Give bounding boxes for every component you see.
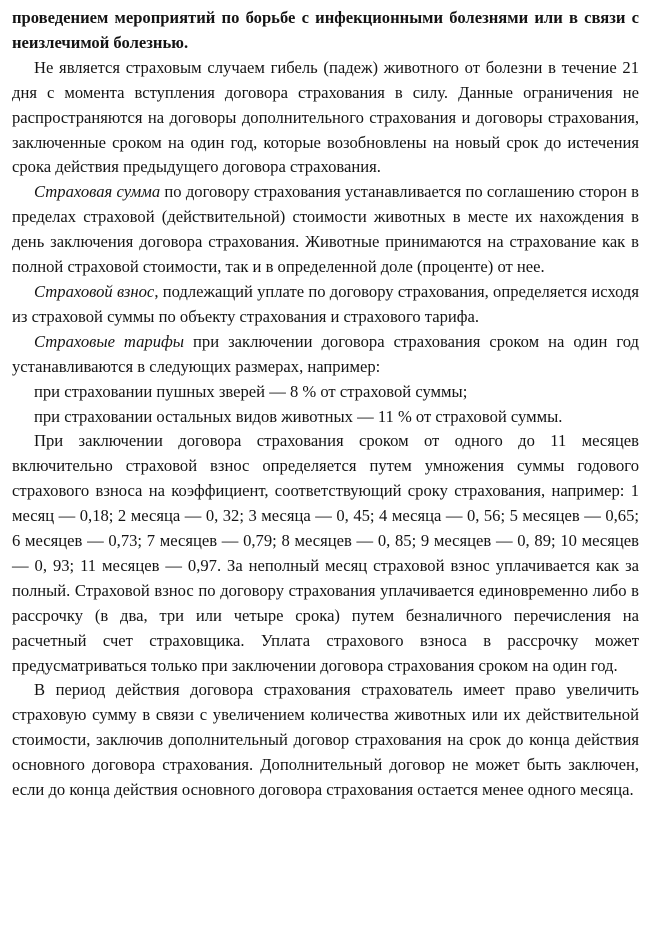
paragraph-text: В период действия договора страхования страхователь имеет право увеличить страховую сумму в связи с увеличением количества животных или их действительной стоимости, заключив дополнительный договор страхования на срок до конца действия основного договора страхования. Дополнительный договор не может быть заключен, если до конца действия основного договора страхования остается менее одного месяца. <box>12 680 639 800</box>
paragraph-text: При заключении договора страхования сроком от одного до 11 месяцев включительно страховой взнос определяется путем умножения суммы годового страхового взноса на коэффициент, соответствующий сроку страхования, например: 1 месяц — 0,18; 2 месяца — 0, 32; 3 месяца — 0, 45; 4 месяца — 0, 56; 5 месяцев — 0,65; 6 месяцев — 0,73; 7 месяцев — 0,79; 8 месяцев — 0, 85; 9 месяцев — 0, 89; 10 месяцев — 0, 93; 11 месяцев — 0,97. За неполный месяц страховой взнос уплачивается как за полный. Страховой взнос по договору страхования уплачивается единовременно либо в рассрочку (в два, три или четыре срока) путем безналичного перечисления на расчетный счет страховщика. Уплата страхового взноса в рассрочку может предусматриваться только при заключении договора страхования сроком на один год. <box>12 431 639 675</box>
list-item <box>12 380 639 405</box>
paragraph-text: проведением мероприятий по борьбе с инфекционными болезнями или в связи с неизлечимой болезнью. <box>12 8 639 52</box>
term-sum-insured: Страховая сумма <box>34 182 161 202</box>
paragraph-text: при заключении договора страхования сроком на один год устанавливаются в следующих размерах, например: <box>12 331 639 376</box>
paragraph-continuation <box>12 6 639 56</box>
term-tariffs: Страховые тарифы <box>34 331 185 351</box>
paragraph-increase-sum <box>12 678 639 803</box>
paragraph-short-term-coefficients <box>12 429 639 678</box>
list-item <box>12 405 639 430</box>
term-premium: Страховой взнос <box>34 281 155 301</box>
list-item-text: при страховании пушных зверей — 8 % от страховой суммы; <box>34 381 468 401</box>
list-item-text: при страховании остальных видов животных — 11 % от страховой суммы. <box>34 406 563 426</box>
paragraph-sum-insured <box>12 180 639 280</box>
paragraph-tariffs <box>12 330 639 380</box>
paragraph-text: по договору страхования устанавливается по соглашению сторон в пределах страховой (действительной) стоимости животных в месте их нахождения в день заключения договора страхования. Животные принимаются на страхование как в полной страховой стоимости, так и в определенной доле (проценте) от нее. <box>12 182 639 277</box>
paragraph-premium <box>12 280 639 330</box>
paragraph-text: , подлежащий уплате по договору страхования, определяется исходя из страховой суммы по объекту страхования и страхового тарифа. <box>12 281 640 326</box>
paragraph-insured-event-exclusion <box>12 56 639 181</box>
paragraph-text: Не является страховым случаем гибель (падеж) животного от болезни в течение 21 дня с момента вступления договора страхования в силу. Данные ограничения не распространяются на договоры дополнительного страхования и договоры страхования, заключенные сроком на один год, которые возобновлены на новый срок до истечения срока действия предыдущего договора страхования. <box>12 57 639 177</box>
